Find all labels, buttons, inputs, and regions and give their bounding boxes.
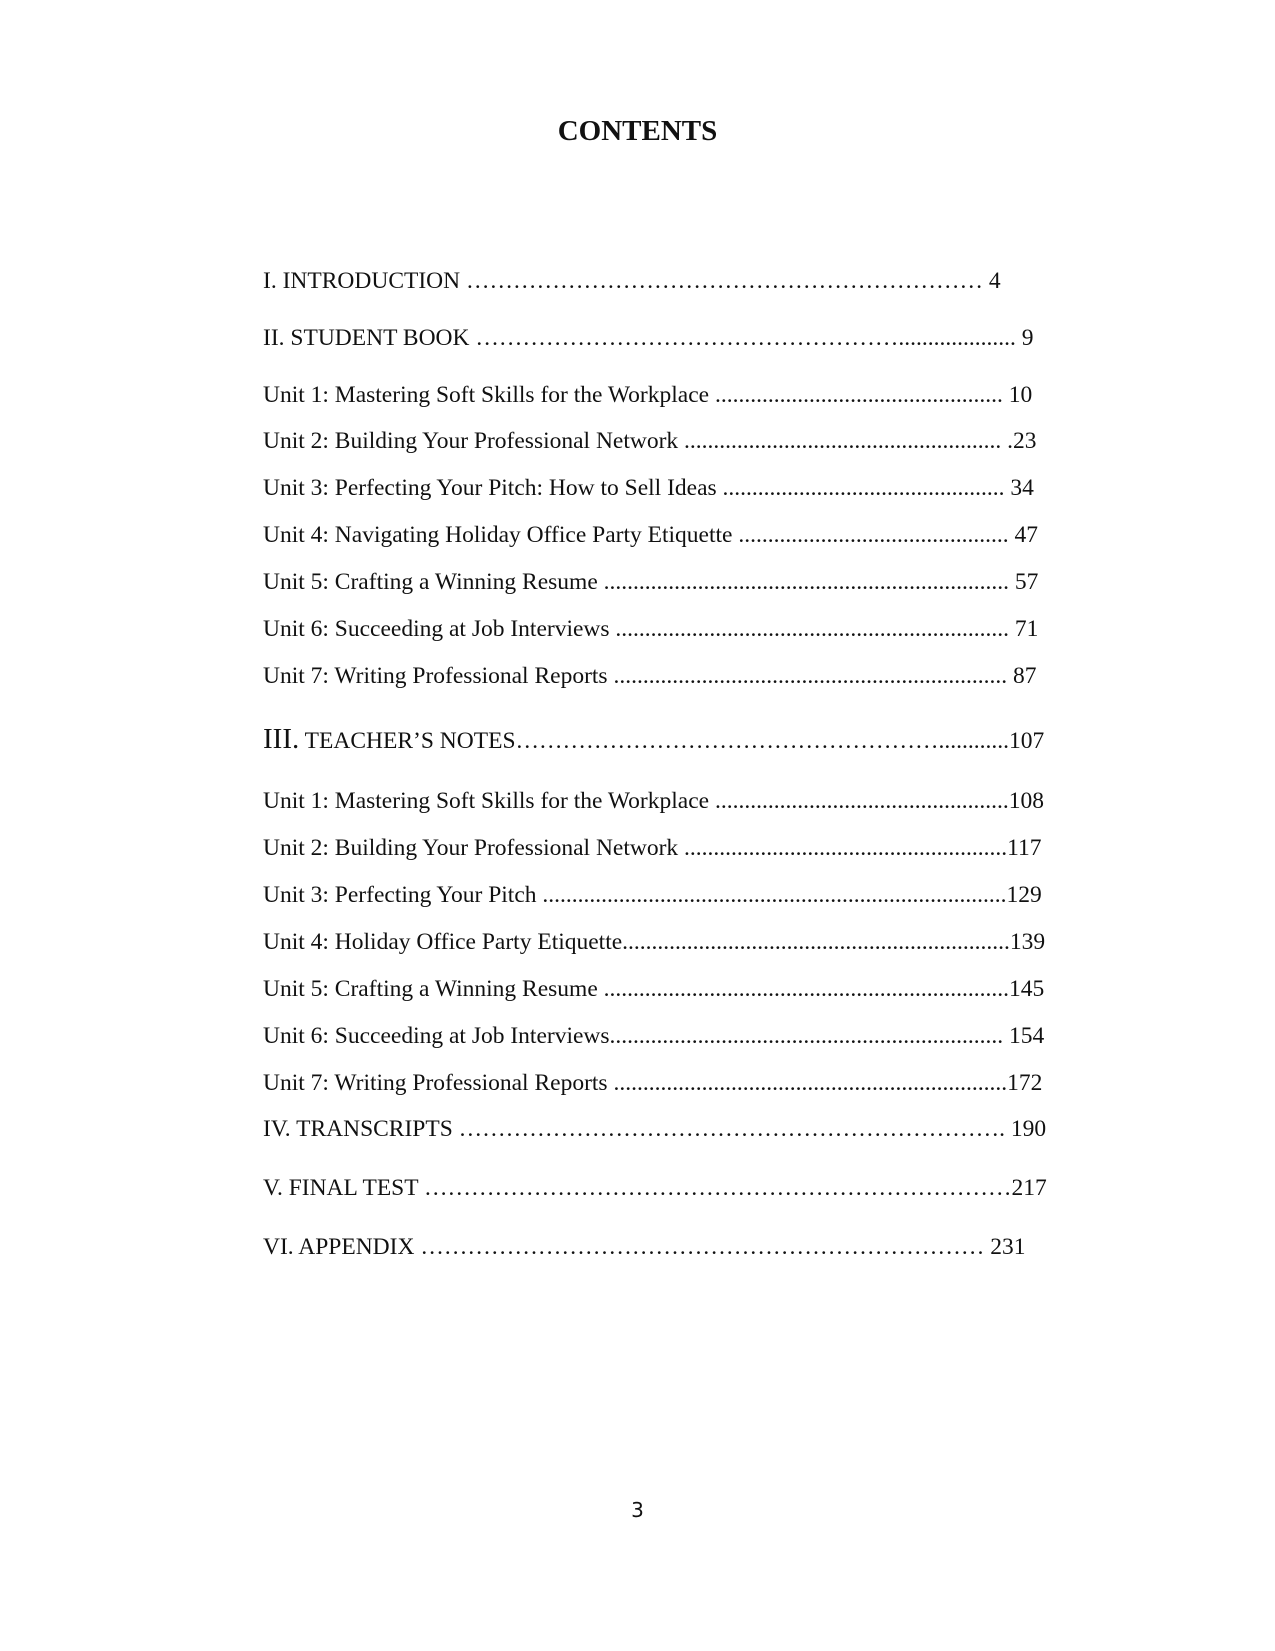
toc-entry-text: Unit 5: Crafting a Winning Resume .....................................................................145 [263,976,1045,1002]
toc-entry-text: Unit 3: Perfecting Your Pitch: How to Sell Ideas ................................................ 34 [263,475,1034,501]
toc-entry-text: Unit 1: Mastering Soft Skills for the Workplace ................................................. 10 [263,382,1033,408]
toc-entry-text: Unit 4: Holiday Office Party Etiquette..................................................................139 [263,929,1046,955]
toc-entry-student-book [263,323,1275,353]
toc-entry-sb-unit-7 [263,661,1275,691]
toc-entry-transcripts [263,1114,1275,1144]
toc-entry-sb-unit-4 [263,520,1275,550]
toc-entry-sb-unit-3 [263,473,1275,503]
toc-entry-text: Unit 1: Mastering Soft Skills for the Workplace ..................................................108 [263,788,1044,814]
page-number: 3 [631,1498,644,1522]
toc-entry-text: Unit 3: Perfecting Your Pitch ...............................................................................129 [263,882,1042,908]
toc-entry-teachers-notes [263,724,1275,756]
toc-entry-text: V. FINAL TEST …………………………………………………………………217 [263,1175,1047,1201]
toc-entry-introduction [263,266,1275,296]
toc-entry-tn-unit-5 [263,974,1275,1004]
toc-entry-tn-unit-4 [263,927,1275,957]
toc-entry-final-test [263,1173,1275,1203]
toc-entry-text: VI. APPENDIX ……………………………………………………………… 231 [263,1234,1026,1260]
toc-entry-sb-unit-5 [263,567,1275,597]
toc-entry-tn-unit-3 [263,880,1275,910]
toc-entry-text: Unit 4: Navigating Holiday Office Party Etiquette .............................................. 47 [263,522,1038,548]
toc-entry-text: Unit 7: Writing Professional Reports ................................................................... 87 [263,663,1037,689]
toc-entry-text: I. INTRODUCTION ………………………………………………………… 4 [263,268,1001,294]
toc-entry-sb-unit-2 [263,426,1275,456]
toc-entry-sb-unit-6 [263,614,1275,644]
toc-entry-text: Unit 6: Succeeding at Job Interviews ................................................................... 71 [263,616,1039,642]
toc-entry-tn-unit-1 [263,786,1275,816]
toc-entry-text: Unit 7: Writing Professional Reports ...................................................................172 [263,1070,1043,1096]
toc-entry-text: IV. TRANSCRIPTS ……………………………………………………………. 190 [263,1116,1047,1142]
toc-entry-appendix [263,1232,1275,1262]
toc-entry-tn-unit-7 [263,1068,1275,1098]
toc-entry-tn-unit-6 [263,1021,1275,1051]
toc-entry-text: Unit 6: Succeeding at Job Interviews................................................................... 154 [263,1023,1045,1049]
toc-entry-numeral: III. [263,723,300,755]
toc-entry-tn-unit-2 [263,833,1275,863]
toc-entry-text: Unit 2: Building Your Professional Network ...................................................... .23 [263,428,1037,454]
page-title: CONTENTS [557,115,718,147]
toc-entry-text: Unit 2: Building Your Professional Network .......................................................117 [263,835,1042,861]
toc-entry-text: TEACHER’S NOTES………………………………………………............107 [299,728,1045,754]
toc-entry-text: II. STUDENT BOOK ……………………………………………….................... 9 [263,325,1034,351]
toc-entry-sb-unit-1 [263,380,1275,410]
toc-entry-text: Unit 5: Crafting a Winning Resume ..................................................................... 57 [263,569,1039,595]
